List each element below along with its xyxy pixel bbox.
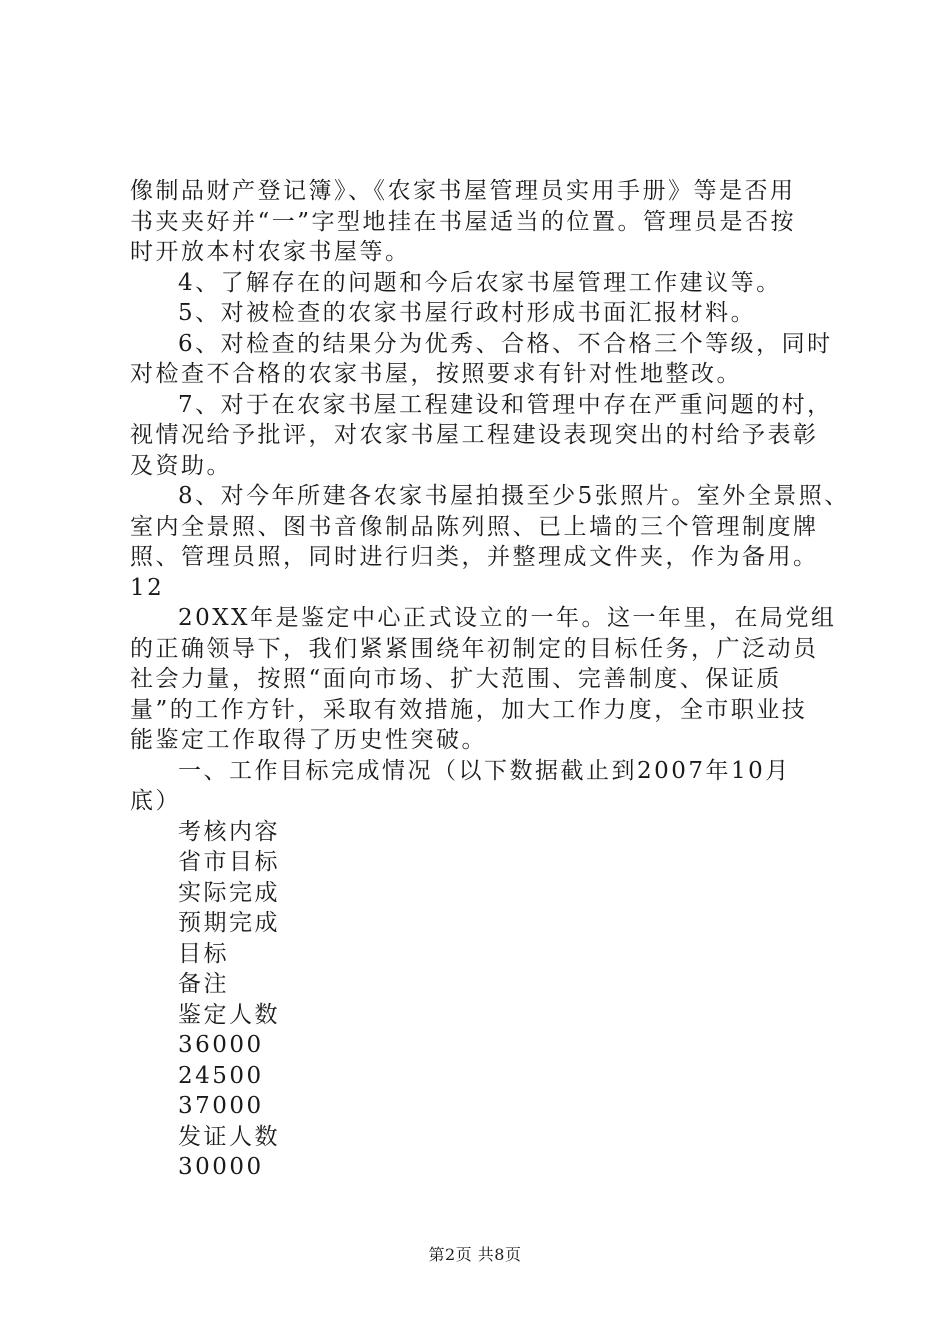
text-line: 目标 bbox=[178, 940, 229, 967]
text-line: 发证人数 bbox=[178, 1123, 280, 1150]
text-line: 的正确领导下，我们紧紧围绕年初制定的目标任务，广泛动员 bbox=[130, 635, 819, 662]
text-line: 省市目标 bbox=[178, 849, 280, 875]
text-line: 5、对被检查的农家书屋行政村形成书面汇报材料。 bbox=[178, 300, 757, 326]
text-line: 底） bbox=[130, 788, 181, 814]
text-line: 量”的工作方针，采取有效措施，加大工作力度，全市职业技 bbox=[130, 696, 808, 723]
text-line: 像制品财产登记簿》、《农家书屋管理员实用手册》等是否用 bbox=[130, 178, 796, 204]
text-line: 对检查不合格的农家书屋，按照要求有针对性地整改。 bbox=[130, 361, 742, 387]
text-line: 能鉴定工作取得了历史性突破。 bbox=[130, 727, 487, 753]
text-line: 24500 bbox=[178, 1062, 264, 1089]
text-line: 6、对检查的结果分为优秀、合格、不合格三个等级，同时 bbox=[178, 330, 833, 357]
text-line: 预期完成 bbox=[178, 910, 280, 936]
text-line: 及资助。 bbox=[130, 452, 232, 479]
text-line: 备注 bbox=[178, 971, 229, 997]
text-line: 12 bbox=[130, 574, 165, 601]
text-line: 书夹夹好并“一”字型地挂在书屋适当的位置。管理员是否按 bbox=[130, 208, 797, 235]
text-line: 7、对于在农家书屋工程建设和管理中存在严重问题的村， bbox=[178, 391, 833, 418]
text-line: 照、管理员照，同时进行归类，并整理成文件夹，作为备用。 bbox=[130, 544, 819, 570]
text-line: 社会力量，按照“面向市场、扩大范围、完善制度、保证质 bbox=[130, 666, 782, 692]
text-line: 实际完成 bbox=[178, 879, 280, 906]
text-line: 时开放本村农家书屋等。 bbox=[130, 239, 411, 265]
text-line: 8、对今年所建各农家书屋拍摄至少5张照片。室外全景照、 bbox=[178, 483, 850, 509]
text-line: 视情况给予批评，对农家书屋工程建设表现突出的村给予表彰 bbox=[130, 422, 819, 448]
text-line: 4、了解存在的问题和今后农家书屋管理工作建议等。 bbox=[178, 269, 782, 296]
text-line: 室内全景照、图书音像制品陈列照、已上墙的三个管理制度牌 bbox=[130, 513, 819, 540]
text-line: 30000 bbox=[178, 1154, 264, 1180]
document-body bbox=[130, 176, 850, 1183]
text-line: 36000 bbox=[178, 1032, 264, 1058]
text-line: 20XX年是鉴定中心正式设立的一年。这一年里，在局党组 bbox=[178, 605, 837, 631]
text-line: 37000 bbox=[178, 1093, 264, 1119]
text-line: 一、工作目标完成情况（以下数据截止到2007年10月 bbox=[178, 757, 791, 784]
page-footer: 第2页 共8页 bbox=[428, 1245, 522, 1264]
text-line: 鉴定人数 bbox=[178, 1001, 280, 1028]
text-line: 考核内容 bbox=[178, 818, 280, 845]
